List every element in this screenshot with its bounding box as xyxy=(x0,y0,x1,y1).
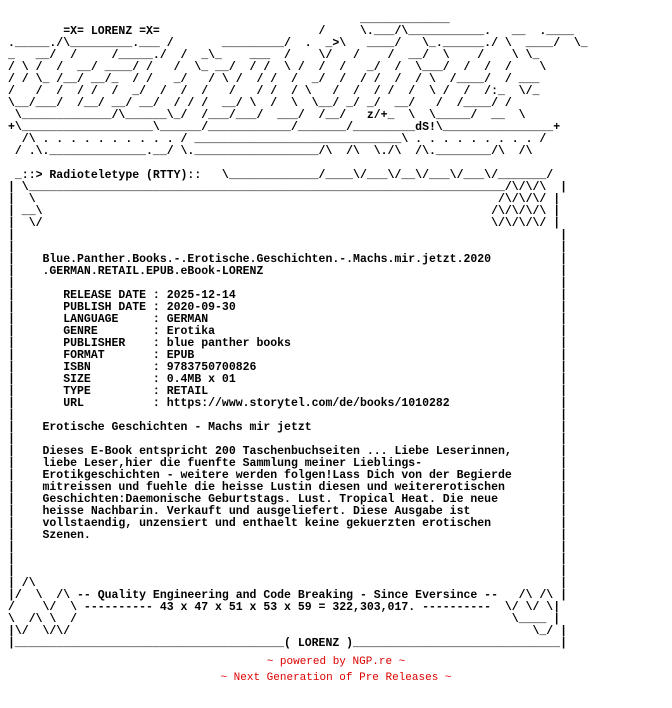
nfo-text-block xyxy=(8,14,588,650)
nfo-line: | \ /\/\/\/ | xyxy=(8,193,561,206)
nfo-line: | | xyxy=(8,541,567,554)
nfo-line: | GENRE : Erotika | xyxy=(8,325,567,338)
nfo-line: | Szenen. | xyxy=(8,529,567,542)
nfo-line: | TYPE : RETAIL | xyxy=(8,385,567,398)
nfo-line: | Erotische Geschichten - Machs mir jetzt | xyxy=(8,421,567,434)
nfo-line: / / \_ /__/ __/_ / / _/ / \ / / / / _/ / / / / / \ /____/ / ___ xyxy=(8,73,540,86)
nfo-line: |\/ \/\/ \_/ | xyxy=(8,625,567,638)
nfo-line: | | xyxy=(8,277,567,290)
nfo-line: | URL : https://www.storytel.com/de/books/1010282 | xyxy=(8,397,567,410)
nfo-line: | __\ /\/\/\/\ | xyxy=(8,205,561,218)
nfo-line: | Dieses E-Book entspricht 200 Taschenbuchseiten ... Liebe Leserinnen, | xyxy=(8,445,567,458)
nfo-line: | LANGUAGE : GERMAN | xyxy=(8,313,567,326)
nfo-line: | SIZE : 0.4MB x 01 | xyxy=(8,373,567,386)
nfo-line: | PUBLISH DATE : 2020-09-30 | xyxy=(8,301,567,314)
nfo-line: | \_____________________________________________________________________/\/\/\ | xyxy=(8,181,567,194)
nfo-line: | Erotikgeschichten - weitere werden folgen!Lass Dich von der Begierde | xyxy=(8,469,567,482)
nfo-line: | Geschichten:Daemonische Geburtstags. Lust. Tropical Heat. Die neue | xyxy=(8,493,567,506)
nfo-line: | vollstaendig, unzensiert und enthaelt keine gekuerzten erotischen | xyxy=(8,517,567,530)
nfo-line: / / / / / / _/ / / / / / / / \ / / / / / \ / / /:_ \/_ xyxy=(8,85,540,98)
nfo-line: / \/ \ ---------- 43 x 47 x 51 x 53 x 59 = 322,303,017. ---------- \/ \/ \| xyxy=(8,601,561,614)
nfo-line: |_______________________________________( LORENZ )______________________________| xyxy=(8,637,567,650)
nfo-line: ._____./\_________.___ / _________/ . _>\ ____/ \_.______./ \ ____/ \_ xyxy=(8,37,588,50)
nfo-line: |/ \ /\ -- Quality Engineering and Code Breaking - Since Eversince -- /\ /\ | xyxy=(8,589,567,602)
nfo-line: | mitreissen und fuehle die heisse Lustin diesen und weitererotischen | xyxy=(8,481,567,494)
footer xyxy=(0,654,672,686)
ngp-link[interactable]: ~ powered by NGP.re ~ xyxy=(266,656,406,668)
nfo-line: | Blue.Panther.Books.-.Erotische.Geschichten.-.Machs.mir.jetzt.2020 | xyxy=(8,253,567,266)
nfo-line: +\___________________\______/____________/_______/_________dS!\________________+ xyxy=(8,121,561,134)
nfo-line: | | xyxy=(8,565,567,578)
nfo-line: | | xyxy=(8,553,567,566)
nfo-line: / .\.______________.__/ \.__________________/\ /\ \./\ /\.________/\ /\ xyxy=(8,145,533,158)
nfo-line: / \ / / __/ ____/ / / \_ __/ / / \ / / / _/ / \___/ / / / \ xyxy=(8,61,547,74)
nfo-line: | PUBLISHER : blue panther books | xyxy=(8,337,567,350)
nfo-line: _____________ xyxy=(8,13,581,26)
footer-tagline: ~ Next Generation of Pre Releases ~ xyxy=(220,672,452,684)
nfo-line: | /\ | xyxy=(8,577,567,590)
nfo-line: | | xyxy=(8,409,567,422)
nfo-line: | | xyxy=(8,241,567,254)
footer-powered-by xyxy=(0,654,672,670)
nfo-line: /\ . . . . . . . . . . / ______________________________\ . . . . . . . . . / xyxy=(8,133,547,146)
nfo-line: | FORMAT : EPUB | xyxy=(8,349,567,362)
nfo-line: | liebe Leser,hier die fuenfte Sammlung meiner Lieblings- | xyxy=(8,457,567,470)
nfo-line: \_____________/\______\_/ /___/___/ ___/ /__/ z/+_ \ \_____/ __ \ xyxy=(8,109,526,122)
nfo-line: =X= LORENZ =X= / \.___/\___________. __ .____ xyxy=(8,25,574,38)
nfo-line: | .GERMAN.RETAIL.EPUB.eBook-LORENZ | xyxy=(8,265,567,278)
nfo-line: | | xyxy=(8,229,567,242)
nfo-line: _::> Radioteletype (RTTY):: \_____________/____\/___\/__\/___\/___\/_______/ xyxy=(8,169,554,182)
nfo-line: | heisse Nachbarin. Verkauft und ausgeliefert. Diese Ausgabe ist | xyxy=(8,505,567,518)
nfo-line: | ISBN : 9783750700826 | xyxy=(8,361,567,374)
nfo-line: \ /\ \ / \____ | xyxy=(8,613,561,626)
nfo-line: _ __/ / /_____./ / _\_ ___ / \/ / / __/ \ / \ \_ xyxy=(8,49,540,62)
nfo-line: | | xyxy=(8,433,567,446)
nfo-line: | \/ \/\/\/\/ | xyxy=(8,217,561,230)
nfo-line: | RELEASE DATE : 2025-12-14 | xyxy=(8,289,567,302)
nfo-line: \__/___/ /__/ __/ __/ / / / __/ \ / \ \__/ _/ _/ __/ / /____/ / xyxy=(8,97,512,110)
